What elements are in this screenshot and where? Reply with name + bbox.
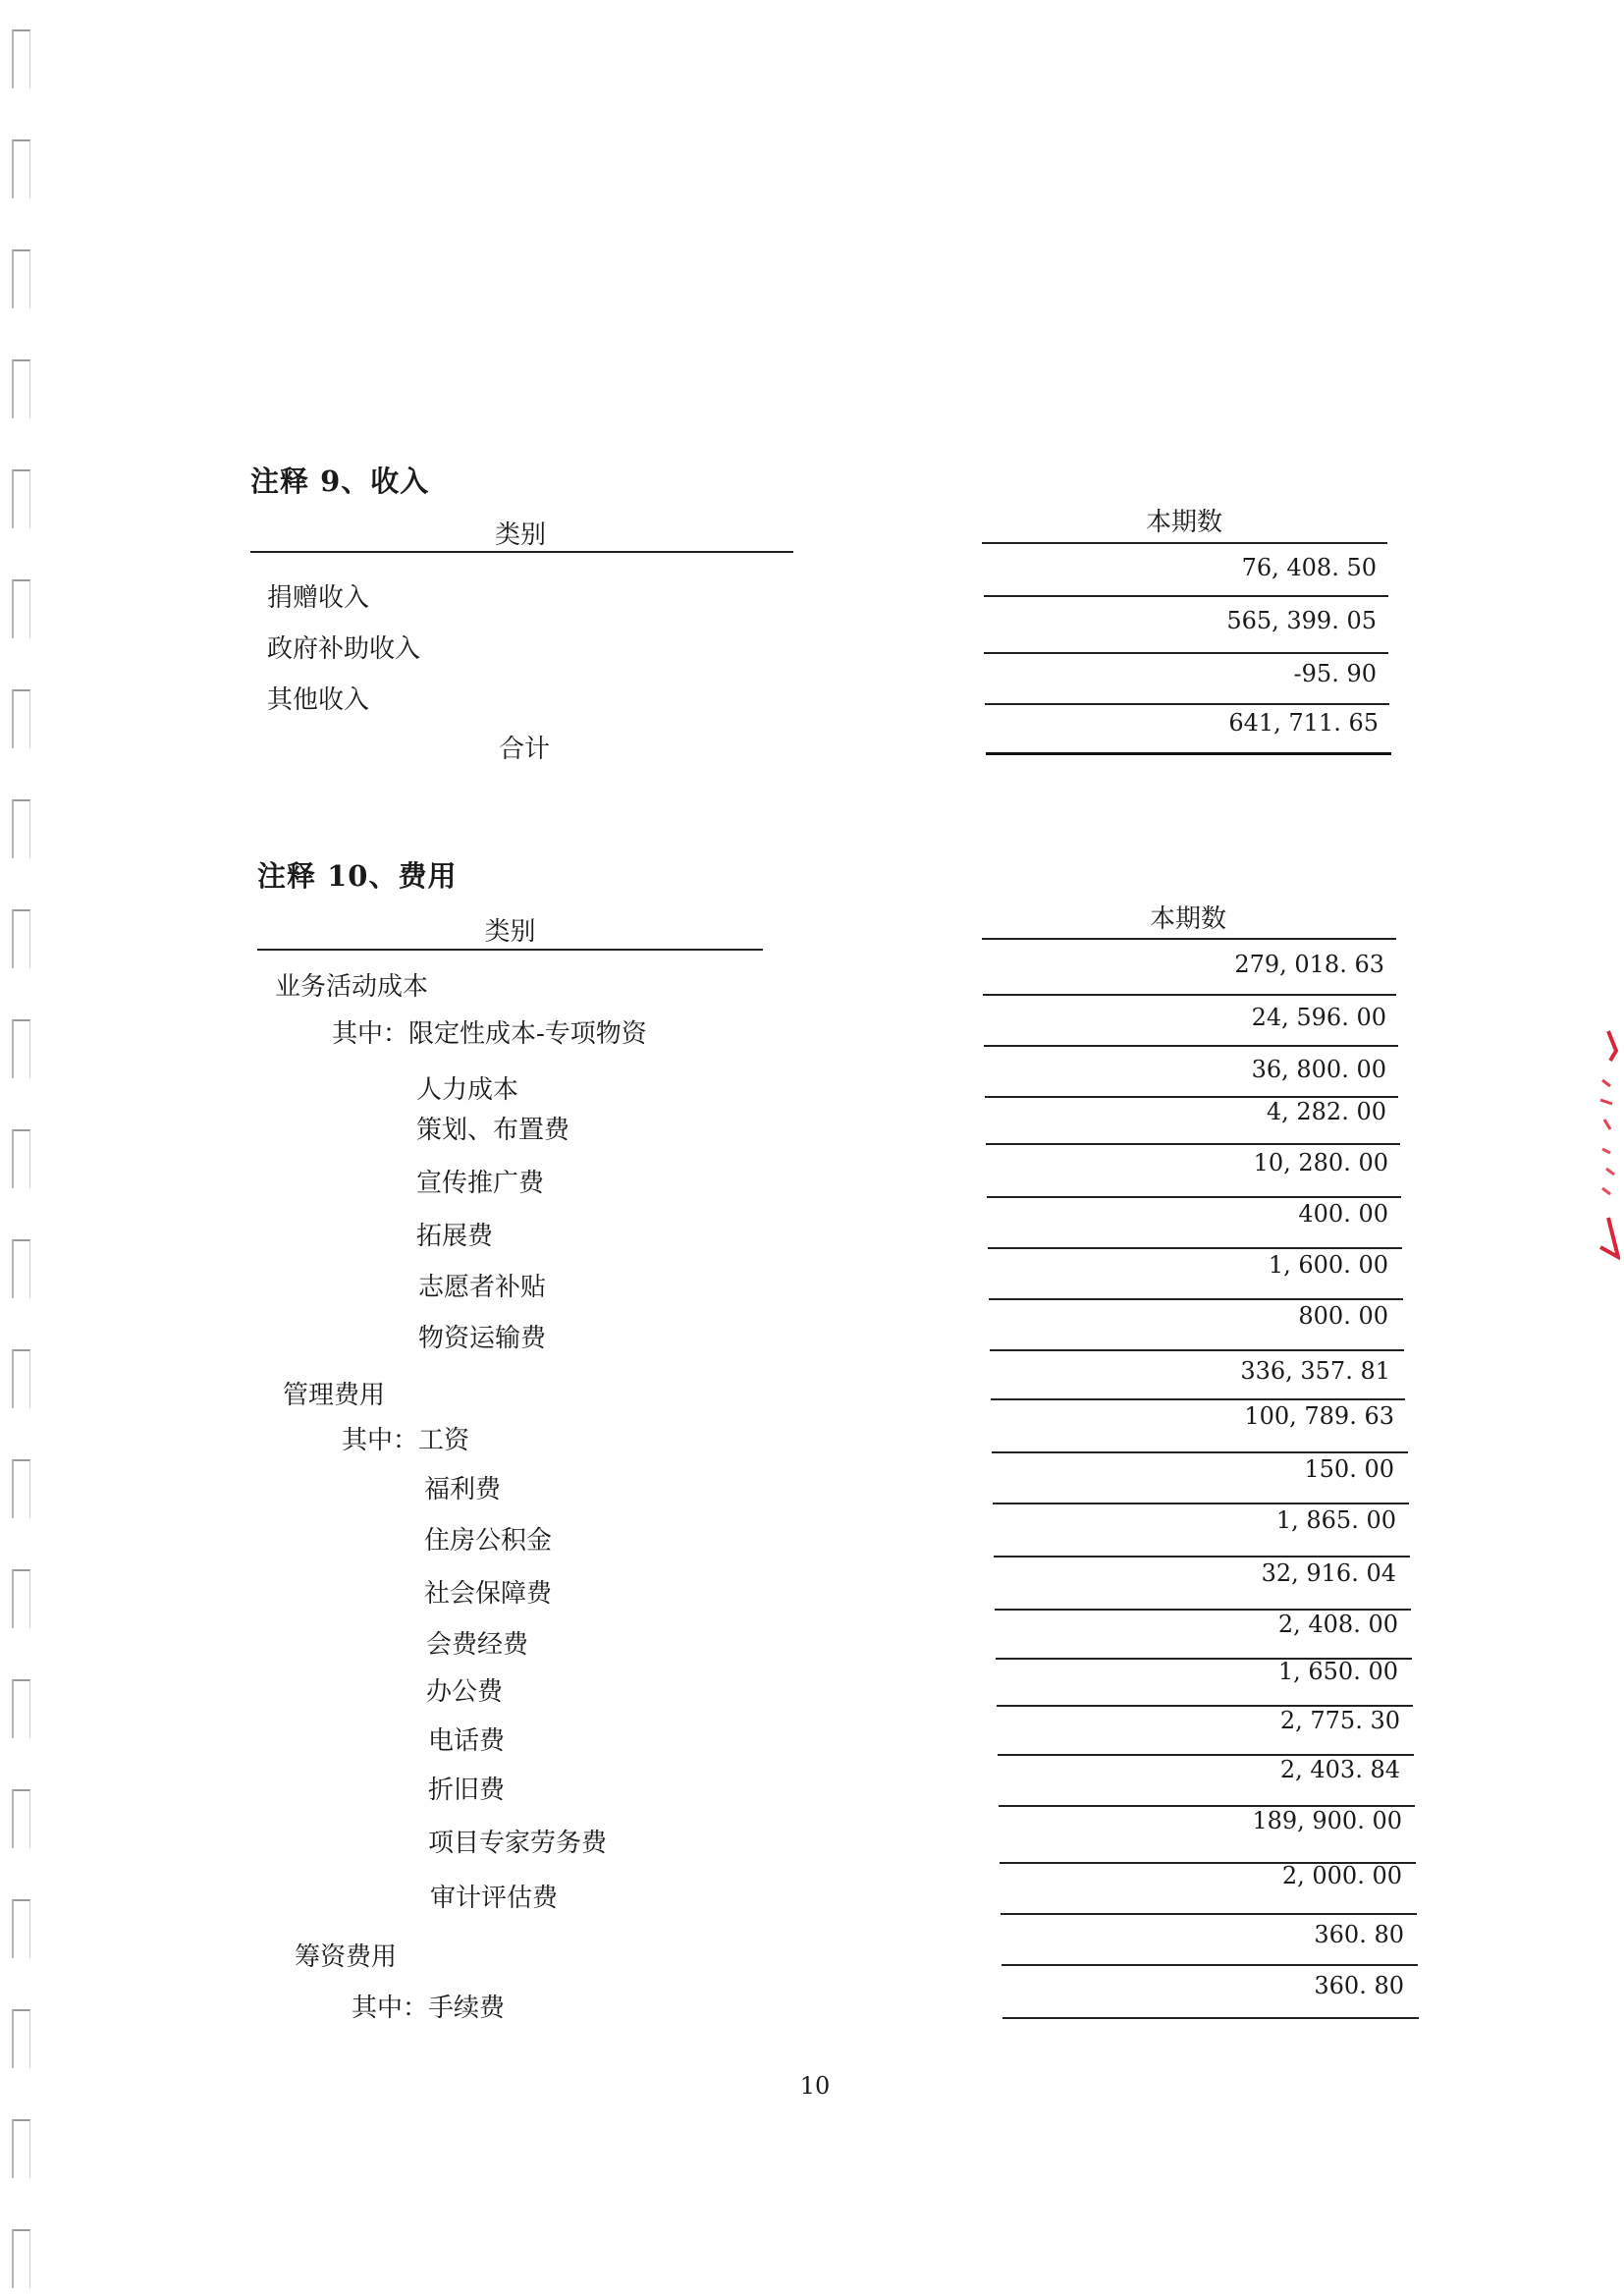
note10-row-label: 人力成本 bbox=[416, 1075, 519, 1105]
note10-row-label: 审计评估费 bbox=[430, 1884, 559, 1913]
note10-row-amount: 100, 789. 63 bbox=[1244, 1402, 1394, 1430]
note9-col-category: 类别 bbox=[494, 520, 546, 550]
row-rule bbox=[988, 1247, 1402, 1249]
row-rule bbox=[984, 652, 1388, 654]
note9-row-label: 政府补助收入 bbox=[267, 634, 421, 664]
note10-row-label: 折旧费 bbox=[428, 1776, 506, 1805]
note9-row-label: 捐赠收入 bbox=[267, 583, 370, 613]
row-rule bbox=[986, 1143, 1400, 1145]
note10-row-amount: 400. 00 bbox=[1298, 1200, 1388, 1228]
note9-total-rule bbox=[986, 752, 1391, 755]
note10-row-amount: 2, 403. 84 bbox=[1279, 1756, 1400, 1783]
binding-hole bbox=[12, 359, 30, 418]
binding-hole bbox=[12, 2229, 30, 2288]
row-rule bbox=[993, 1503, 1409, 1504]
row-rule bbox=[992, 1451, 1408, 1453]
note10-category-rule bbox=[257, 949, 763, 951]
row-rule bbox=[989, 1298, 1403, 1300]
note10-row-label: 会费经费 bbox=[426, 1630, 529, 1660]
binding-hole bbox=[12, 1679, 30, 1738]
note10-row-amount: 360. 80 bbox=[1314, 1921, 1404, 1948]
note10-row-amount: 10, 280. 00 bbox=[1253, 1149, 1388, 1176]
note10-row-amount: 1, 650. 00 bbox=[1277, 1658, 1398, 1685]
row-rule bbox=[987, 1196, 1401, 1198]
note9-row-label: 其他收入 bbox=[267, 685, 370, 715]
row-rule bbox=[990, 1349, 1404, 1351]
note10-row-amount: 32, 916. 04 bbox=[1261, 1559, 1396, 1587]
binding-hole bbox=[12, 689, 30, 748]
note9-col-amount: 本期数 bbox=[1145, 508, 1222, 537]
binding-hole bbox=[12, 1019, 30, 1078]
row-rule bbox=[994, 1556, 1410, 1558]
row-rule bbox=[1002, 2017, 1419, 2019]
note10-row-label: 策划、布置费 bbox=[416, 1116, 570, 1145]
note10-amount-rule bbox=[982, 938, 1396, 940]
note10-row-amount: 800. 00 bbox=[1298, 1302, 1388, 1330]
note10-row-label: 志愿者补贴 bbox=[418, 1273, 547, 1302]
note10-row-label: 社会保障费 bbox=[424, 1579, 553, 1609]
binding-hole bbox=[12, 909, 30, 968]
note10-row-label: 筹资费用 bbox=[295, 1942, 398, 1972]
binding-hole bbox=[12, 2119, 30, 2178]
note10-row-amount: 2, 775. 30 bbox=[1279, 1707, 1400, 1734]
note10-row-label: 项目专家劳务费 bbox=[428, 1829, 608, 1858]
note9-total-label: 合计 bbox=[499, 735, 551, 764]
note10-row-label: 福利费 bbox=[424, 1475, 502, 1504]
note10-row-amount: 360. 80 bbox=[1314, 1972, 1404, 1999]
note10-row-amount: 150. 00 bbox=[1304, 1455, 1394, 1483]
binding-hole bbox=[12, 1129, 30, 1188]
note10-title: 注释 10、费用 bbox=[257, 859, 458, 893]
binding-hole bbox=[12, 579, 30, 638]
note10-row-label: 住房公积金 bbox=[424, 1526, 553, 1556]
note10-row-label: 其中：工资 bbox=[342, 1426, 470, 1455]
note10-row-label: 其中：手续费 bbox=[352, 1994, 506, 2023]
note10-row-label: 办公费 bbox=[426, 1677, 504, 1707]
binding-hole bbox=[12, 799, 30, 858]
note10-row-label: 拓展费 bbox=[416, 1222, 494, 1251]
binding-hole bbox=[12, 249, 30, 308]
row-rule bbox=[984, 1045, 1398, 1047]
binding-hole bbox=[12, 29, 30, 88]
note10-row-label: 管理费用 bbox=[283, 1381, 386, 1410]
note9-total-amount: 641, 711. 65 bbox=[1228, 709, 1379, 737]
note10-row-label: 其中：限定性成本-专项物资 bbox=[332, 1019, 647, 1049]
binding-hole bbox=[12, 469, 30, 528]
row-rule bbox=[984, 595, 1388, 597]
note10-row-label: 电话费 bbox=[428, 1726, 506, 1756]
row-rule bbox=[985, 703, 1389, 705]
page-number: 10 bbox=[799, 2072, 831, 2100]
note10-col-amount: 本期数 bbox=[1149, 904, 1226, 934]
note10-row-amount: 24, 596. 00 bbox=[1251, 1004, 1386, 1031]
binding-hole bbox=[12, 1349, 30, 1408]
note10-row-label: 物资运输费 bbox=[418, 1324, 547, 1353]
note9-category-rule bbox=[250, 551, 793, 553]
note10-row-label: 业务活动成本 bbox=[275, 972, 429, 1002]
binding-hole bbox=[12, 1569, 30, 1628]
note10-row-label: 宣传推广费 bbox=[416, 1169, 545, 1198]
row-rule bbox=[991, 1398, 1405, 1400]
note9-row-amount: 76, 408. 50 bbox=[1241, 554, 1377, 581]
note10-row-amount: 1, 865. 00 bbox=[1275, 1506, 1396, 1534]
note10-row-amount: 2, 000. 00 bbox=[1281, 1862, 1402, 1889]
note10-row-amount: 1, 600. 00 bbox=[1268, 1251, 1388, 1279]
note9-row-amount: 565, 399. 05 bbox=[1226, 607, 1377, 634]
note10-row-amount: 2, 408. 00 bbox=[1277, 1611, 1398, 1638]
note10-row-amount: 4, 282. 00 bbox=[1266, 1098, 1386, 1125]
binding-hole bbox=[12, 1239, 30, 1298]
note9-row-amount: -95. 90 bbox=[1293, 660, 1377, 687]
binding-hole bbox=[12, 1459, 30, 1518]
row-rule bbox=[983, 994, 1396, 996]
note10-row-amount: 279, 018. 63 bbox=[1234, 951, 1384, 978]
binding-hole bbox=[12, 1899, 30, 1958]
binding-holes bbox=[4, 0, 37, 2296]
row-rule bbox=[1001, 1913, 1417, 1915]
binding-hole bbox=[12, 139, 30, 198]
note10-row-amount: 189, 900. 00 bbox=[1252, 1807, 1402, 1834]
binding-hole bbox=[12, 2009, 30, 2068]
note9-title: 注释 9、收入 bbox=[250, 465, 430, 498]
note9-amount-rule bbox=[982, 542, 1387, 544]
note10-col-category: 类别 bbox=[484, 917, 536, 947]
note10-row-amount: 336, 357. 81 bbox=[1240, 1357, 1390, 1385]
row-rule bbox=[1001, 1964, 1418, 1966]
red-stamp-fragment bbox=[1581, 1021, 1620, 1267]
note10-row-amount: 36, 800. 00 bbox=[1251, 1056, 1386, 1083]
binding-hole bbox=[12, 1789, 30, 1848]
